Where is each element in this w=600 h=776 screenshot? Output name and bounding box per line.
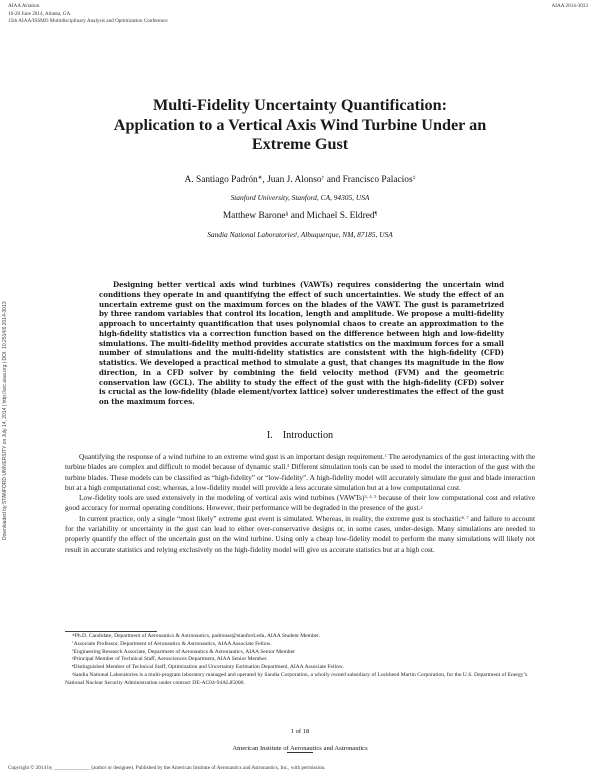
text-run: Different simulation tools can be used to model the interaction of the gust with the turbine blades. These models can be classified as “high-fidelity” or “low-fidelity”. A high-fidelity model will accurately simulate the gust and blade interaction but at a high computational cost; whereas, a low-fidelity model will provide a less accurate simulation but at a low computational cost. <box>65 462 535 492</box>
paragraph <box>65 514 535 555</box>
text-run: The aerodynamics of the gust interacting with the turbine blades are complex and difficult to model because of dynamic stall. <box>65 452 535 472</box>
citation: 1 <box>384 453 387 459</box>
author-sep: and <box>288 211 307 221</box>
paragraph <box>65 493 535 514</box>
author-mark: ¶ <box>374 211 378 218</box>
author-name: Matthew Barone <box>222 211 286 221</box>
copyright-notice: Copyright © 2014 by ______________ (author or designee). Published by the American Institute of Aeronautics and Astronautics, Inc., with permission. <box>8 765 326 771</box>
conference-full-name: 15th AIAA/ISSMO Multidisciplinary Analysis and Optimization Conference <box>8 18 168 25</box>
section-title: Introduction <box>282 430 334 441</box>
author-name: Juan J. Alonso <box>267 175 322 185</box>
affiliation-stanford: Stanford University, Stanford, CA, 94305, USA <box>230 193 370 202</box>
footnote-mark: ‡ <box>72 648 74 653</box>
introduction-body <box>65 452 535 555</box>
text-run: In current practice, only a single “most likely” extreme gust event is simulated. Whereas, in reality, the extreme gust is stochastic <box>79 513 462 523</box>
author-list-1 <box>60 175 540 185</box>
author-list-2 <box>60 211 540 221</box>
conference-dates: 16-20 June 2014, Atlanta, GA <box>8 10 71 17</box>
footnote-mark: ‖ <box>72 671 73 676</box>
footnote-rule <box>65 631 157 632</box>
text-run: Quantifying the response of a wind turbine to an extreme wind gust is an important design requirement. <box>79 452 385 461</box>
text-run: Low-fidelity tools are used extensively in the modeling of vertical axis wind turbines (VAWTs) <box>79 493 365 503</box>
conference-header <box>8 3 168 26</box>
author-mark: ∗ <box>257 175 263 182</box>
download-stamp-text: Downloaded by STANFORD UNIVERSITY on July 14, 2014 | http://arc.aiaa.org | DOI: 10.2514/6.2014-3013 <box>2 301 8 540</box>
title-line-3: Extreme Gust <box>251 135 349 153</box>
footnote <box>65 672 535 688</box>
section-heading-introduction <box>60 430 540 441</box>
affiliation-sandia <box>60 230 540 239</box>
footnote <box>65 641 535 649</box>
abstract: Designing better vertical axis wind turbines (VAWTs) requires considering the uncertain wind conditions they operate in and quantifying the effect of such uncertainties. We study the effect of an uncertain extreme gust on the maximum forces on the blades of the VAWT. The gust is parametrized by three random variables that control its location, length and amplitude. We propose a multi-fidelity approach to uncertainty quantification that uses polynomial chaos to create an approximation to the high-fidelity statistics via a correction function based on the difference between high and low-fidelity simulations. The multi-fidelity method provides accurate statistics on the maximum forces for a small number of simulations and the multi-fidelity statistics are consistent with the high-fidelity (CFD) statistics. We developed a practical method to simulate a gust, that changes its magnitude in the flow direction, in a CFD solver by combining the field velocity method (FVM) and the geometric conservation law (GCL). The ability to study the effect of the gust with the high-fidelity (CFD) solver is crucial as the low-fidelity (blade element/vortex lattice) solver underestimates the effect of the gust on the maximum forces. <box>99 280 504 406</box>
footnote-mark: § <box>72 655 74 660</box>
footnote <box>65 633 535 641</box>
author-mark: § <box>285 211 289 218</box>
footnote-text: Ph.D. Candidate, Department of Aeronautics & Astronautics, padronas@stanford.edu, AIAA Student Member. <box>74 633 321 639</box>
footnote-mark: ∗ <box>72 632 75 637</box>
citation: 2 <box>287 463 290 469</box>
affiliation-mark: ‖ <box>295 231 298 237</box>
title-line-2: Application to a Vertical Axis Wind Turbine Under an <box>113 115 487 134</box>
footnote-text: Distinguished Member of Technical Staff, Optimization and Uncertainty Estimation Department, AIAA Associate Fellow. <box>73 664 344 671</box>
author-sep: and <box>324 175 343 185</box>
citation: 2 <box>420 504 423 510</box>
footnote-text: Associate Professor, Department of Aeronautics & Astronautics, AIAA Associate Fellow. <box>73 640 272 647</box>
footnote-text: Engineering Research Associate, Department of Aeronautics & Astronautics, AIAA Senior Member <box>73 648 295 655</box>
download-sidebar-stamp <box>2 230 12 540</box>
title-line-1: Multi-Fidelity Uncertainty Quantification: <box>152 96 448 114</box>
footnote-mark: ¶ <box>72 663 74 668</box>
paragraph <box>65 452 535 493</box>
citation: 6, 7 <box>461 514 469 520</box>
page-number: 1 of 18 <box>290 728 310 735</box>
footnote-mark: † <box>72 640 74 645</box>
paper-id: AIAA 2014-3013 <box>551 3 588 9</box>
author-mark: † <box>321 175 325 182</box>
affiliation-org: Sandia National Laboratories <box>207 230 296 239</box>
footnote-text: Sandia National Laboratories is a multi-program laboratory managed and operated by Sandia Corporation, a wholly owned subsidiary of Lockheed Martin Corporation, for the U.S. Department of Energy’s National Nuclear Security Administration under contract DE-AC04-94AL85000. <box>65 671 528 686</box>
text-run: because of their low computational cost and relative good accuracy for normal operating conditions. However, their performance will be degraded in the presence of the gust. <box>65 493 535 513</box>
affiliation-sep: , <box>297 230 301 239</box>
author-sep: , <box>262 175 268 185</box>
section-number: I. <box>266 430 273 441</box>
author-name: Michael S. Eldred <box>306 211 375 221</box>
footnote <box>65 664 535 672</box>
footnote-text: Principal Member of Technical Staff, Aerosciences Department, AIAA Senior Member. <box>73 656 268 663</box>
citation: 3, 4, 5 <box>364 494 377 500</box>
affiliation-location: Albuquerque, NM, 87185, USA <box>300 230 393 239</box>
text-run: and failure to account for the variability or uncertainty in the gust can lead to either over-conservative designs or, in some cases, under-design. Many simulations are needed to properly quantify the effect of the uncertain gust on the wind turbine. Using only a cheap low-fidelity model to perform the many simulations will likely not result in accurate statistics and relying exclusively on the high-fidelity model will give us accurate statistics but at a high cost. <box>65 513 535 554</box>
author-mark: ‡ <box>412 175 416 182</box>
conference-name: AIAA Aviation <box>8 3 40 9</box>
author-name: Francisco Palacios <box>342 175 413 185</box>
author-name: A. Santiago Padrón <box>184 175 258 185</box>
paper-title <box>60 96 540 155</box>
institute-name: American Institute of Aeronautics and Astronautics <box>232 745 368 752</box>
footnotes <box>65 633 535 688</box>
